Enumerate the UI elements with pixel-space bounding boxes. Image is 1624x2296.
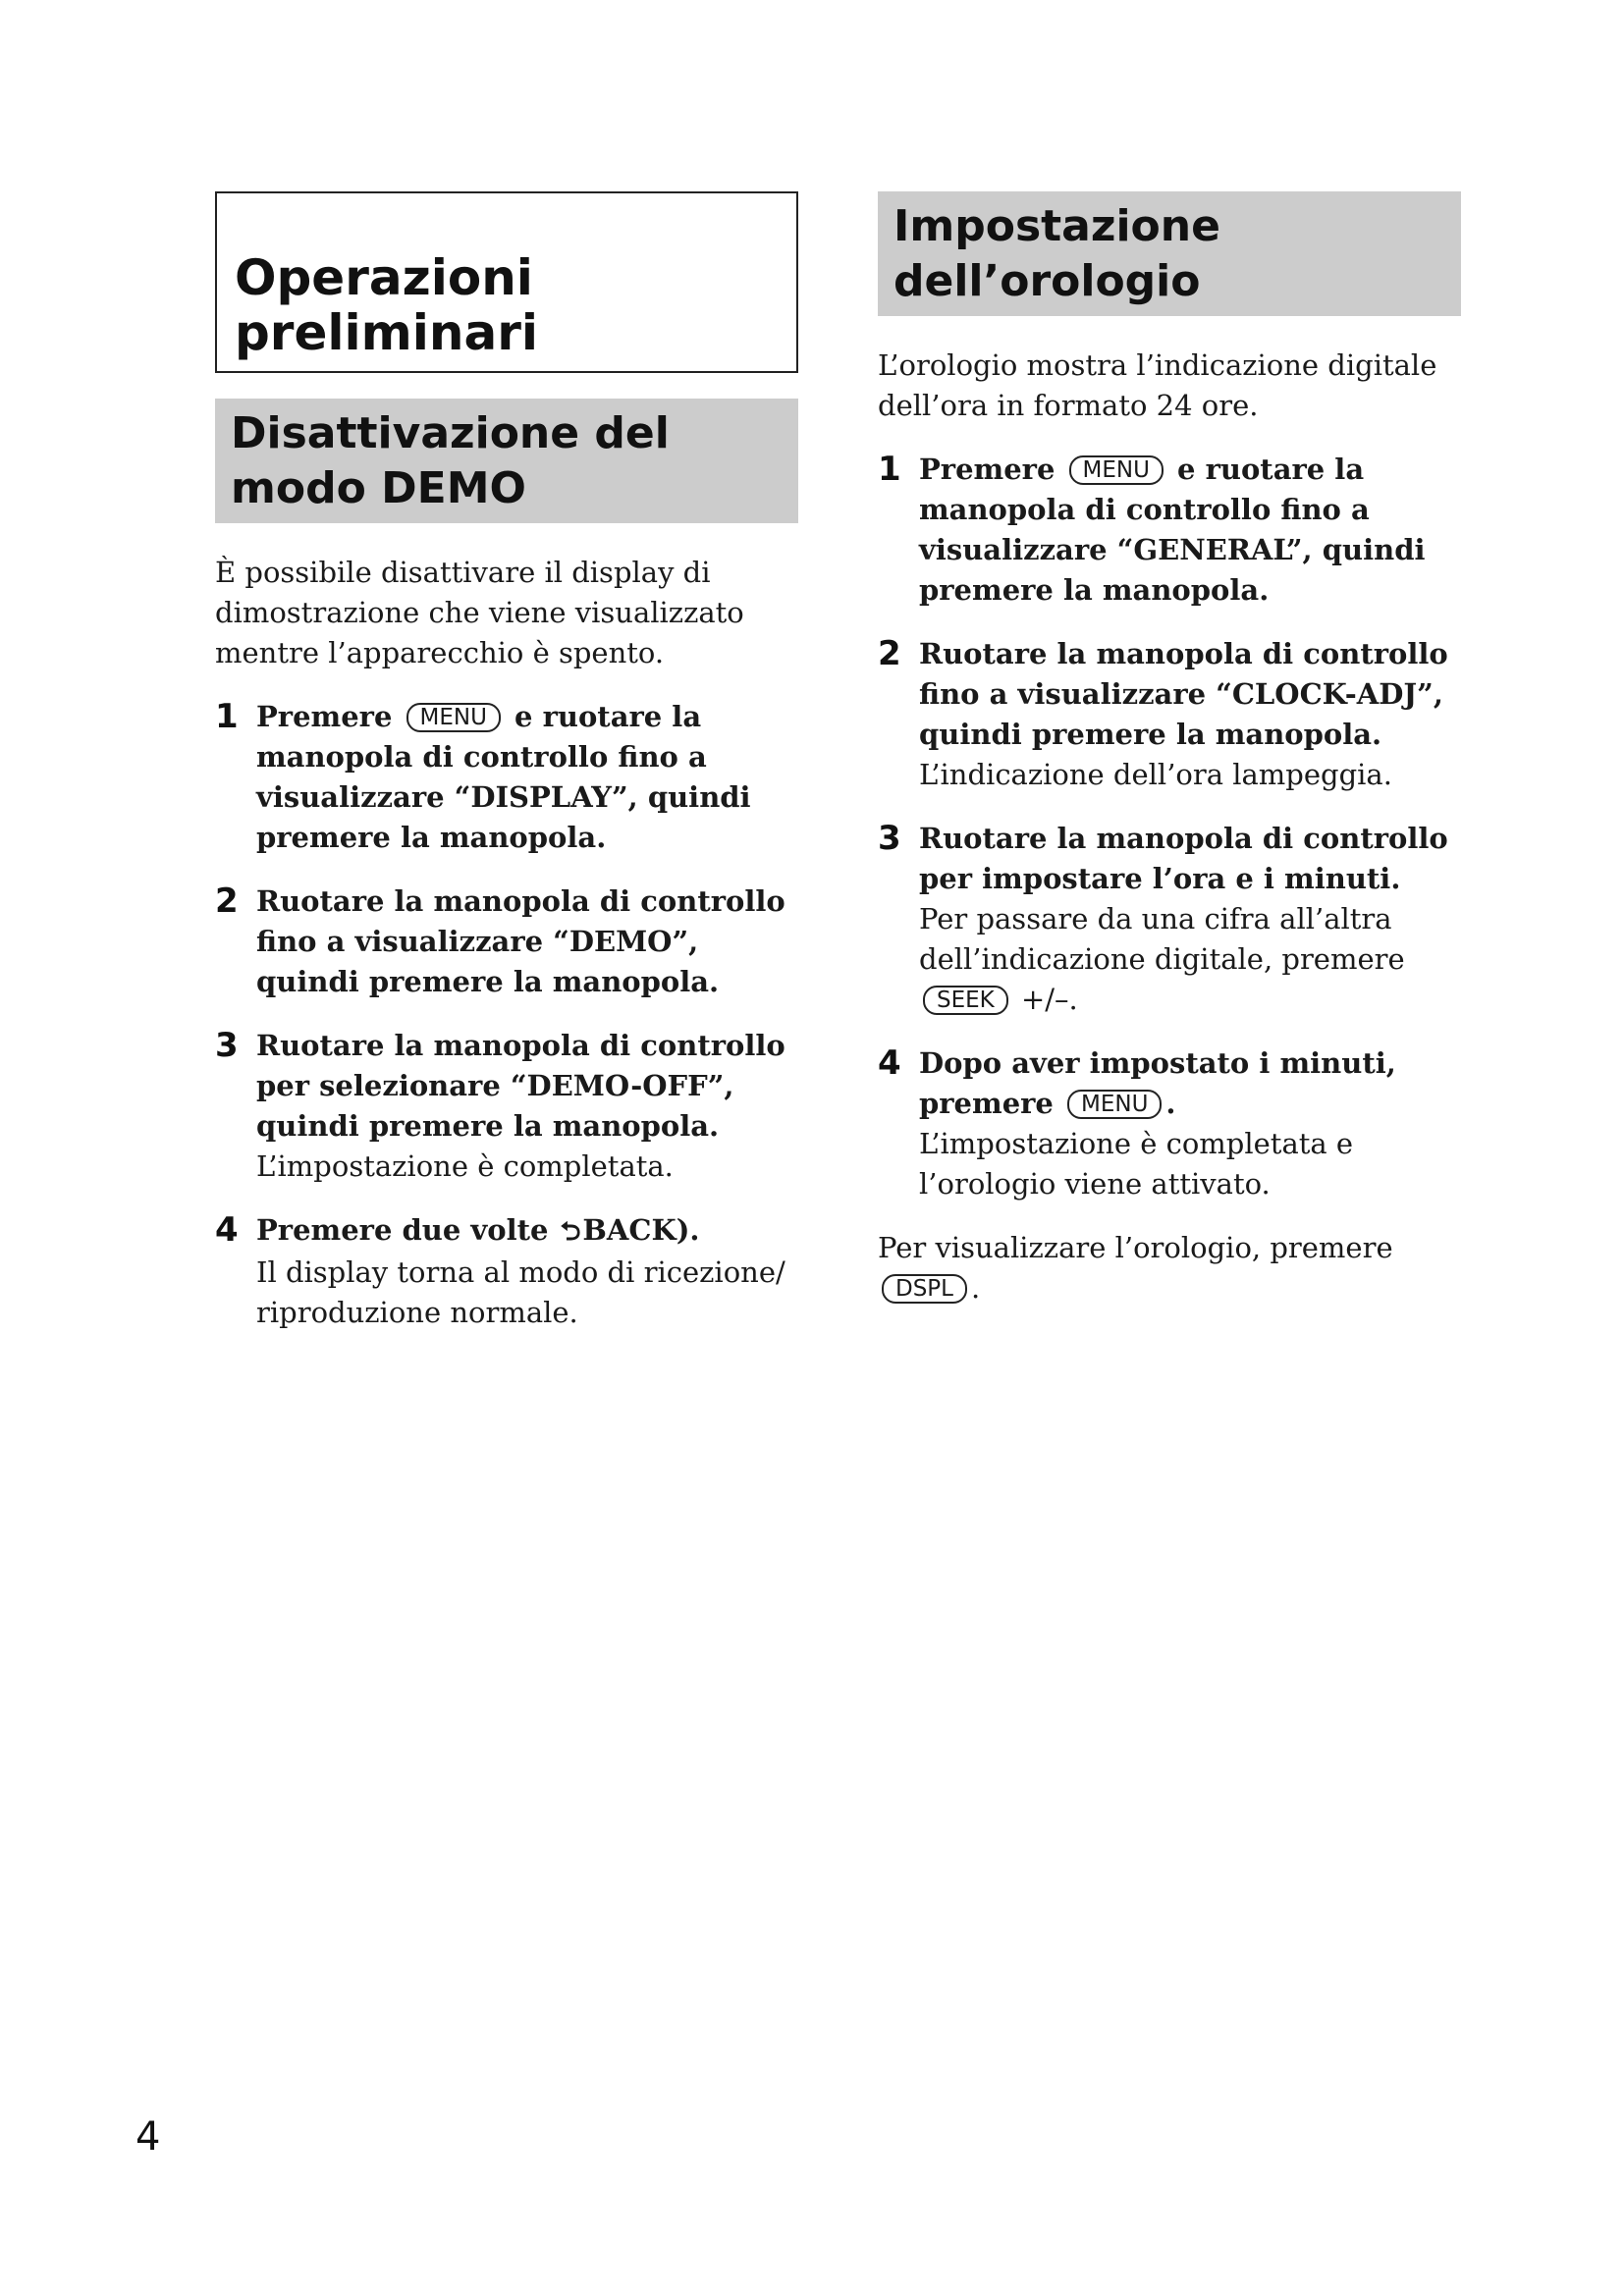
section-title-box xyxy=(215,191,798,373)
step-note xyxy=(919,899,1461,1020)
back-icon: ⮌ xyxy=(560,1217,581,1247)
step-3-clock xyxy=(878,819,1461,1020)
intro-demo: È possibile disattivare il display di dimostrazione che viene visualizzato mentre l’apparecchio è spento. xyxy=(215,556,744,669)
subsection-header-clock xyxy=(878,191,1461,316)
step-text-pre: Premere due volte xyxy=(256,1213,549,1247)
step-instruction xyxy=(919,450,1461,611)
step-number: 1 xyxy=(878,450,901,489)
step-4-demo xyxy=(215,1210,798,1333)
subsection-header-demo xyxy=(215,399,798,523)
seek-key: SEEK xyxy=(923,986,1008,1015)
outro-text-post: . xyxy=(971,1271,981,1305)
step-instruction xyxy=(919,1043,1461,1124)
subsection-title-demo: Disattivazione del modo DEMO xyxy=(231,408,670,513)
subsection-title-clock: Impostazione dell’orologio xyxy=(893,201,1220,306)
step-instruction xyxy=(256,1210,798,1253)
note-text-post: +/–. xyxy=(1020,983,1078,1016)
step-note: L’impostazione è completata. xyxy=(256,1149,674,1183)
step-4-clock xyxy=(878,1043,1461,1204)
step-number: 3 xyxy=(878,819,901,858)
menu-key: MENU xyxy=(1069,455,1164,485)
step-instruction: Ruotare la manopola di controllo fino a visualizzare “CLOCK-ADJ”, quindi premere la manopola. xyxy=(919,637,1448,751)
step-1-clock xyxy=(878,450,1461,611)
menu-key: MENU xyxy=(1067,1090,1162,1119)
step-2-clock xyxy=(878,634,1461,795)
step-3-demo xyxy=(215,1026,798,1187)
note-text-pre: Per passare da una cifra all’altra dell’indicazione digitale, premere xyxy=(919,902,1405,976)
step-number: 4 xyxy=(215,1210,239,1250)
step-instruction: Ruotare la manopola di controllo per impostare l’ora e i minuti. xyxy=(919,822,1448,895)
step-number: 2 xyxy=(215,881,239,921)
step-1-demo xyxy=(215,697,798,858)
left-column xyxy=(215,191,798,1333)
page-number: 4 xyxy=(135,2114,161,2160)
step-number: 2 xyxy=(878,634,901,673)
outro-text-pre: Per visualizzare l’orologio, premere xyxy=(878,1231,1393,1264)
step-text-post: . xyxy=(1165,1087,1176,1120)
step-note: Il display torna al modo di ricezione/ riproduzione normale. xyxy=(256,1255,785,1329)
step-text-post: e ruotare la manopola di controllo fino a visualizzare “GENERAL”, quindi premere la manopola. xyxy=(919,453,1426,607)
step-text-post: BACK). xyxy=(582,1213,700,1247)
step-number: 1 xyxy=(215,697,239,736)
right-column xyxy=(878,191,1461,1308)
outro-clock xyxy=(878,1228,1461,1308)
step-text-pre: Premere xyxy=(919,453,1056,486)
step-note: L’impostazione è completata e l’orologio viene attivato. xyxy=(919,1127,1354,1201)
step-text-pre: Premere xyxy=(256,700,393,733)
step-instruction: Ruotare la manopola di controllo fino a visualizzare “DEMO”, quindi premere la manopola. xyxy=(256,884,785,998)
step-2-demo xyxy=(215,881,798,1002)
menu-key: MENU xyxy=(406,703,501,732)
step-text: Dopo aver impostato i minuti, premere xyxy=(919,1046,1396,1120)
step-note: L’indicazione dell’ora lampeggia. xyxy=(919,758,1392,791)
step-text-post: e ruotare la manopola di controllo fino a visualizzare “DISPLAY”, quindi premere la manopola. xyxy=(256,700,751,854)
section-title: Operazioni preliminari xyxy=(235,249,539,361)
step-number: 4 xyxy=(878,1043,901,1083)
dspl-key: DSPL xyxy=(882,1274,967,1304)
intro-clock: L’orologio mostra l’indicazione digitale dell’ora in formato 24 ore. xyxy=(878,348,1437,422)
step-instruction xyxy=(256,697,798,858)
step-instruction: Ruotare la manopola di controllo per selezionare “DEMO-OFF”, quindi premere la manopola. xyxy=(256,1029,785,1143)
step-number: 3 xyxy=(215,1026,239,1065)
